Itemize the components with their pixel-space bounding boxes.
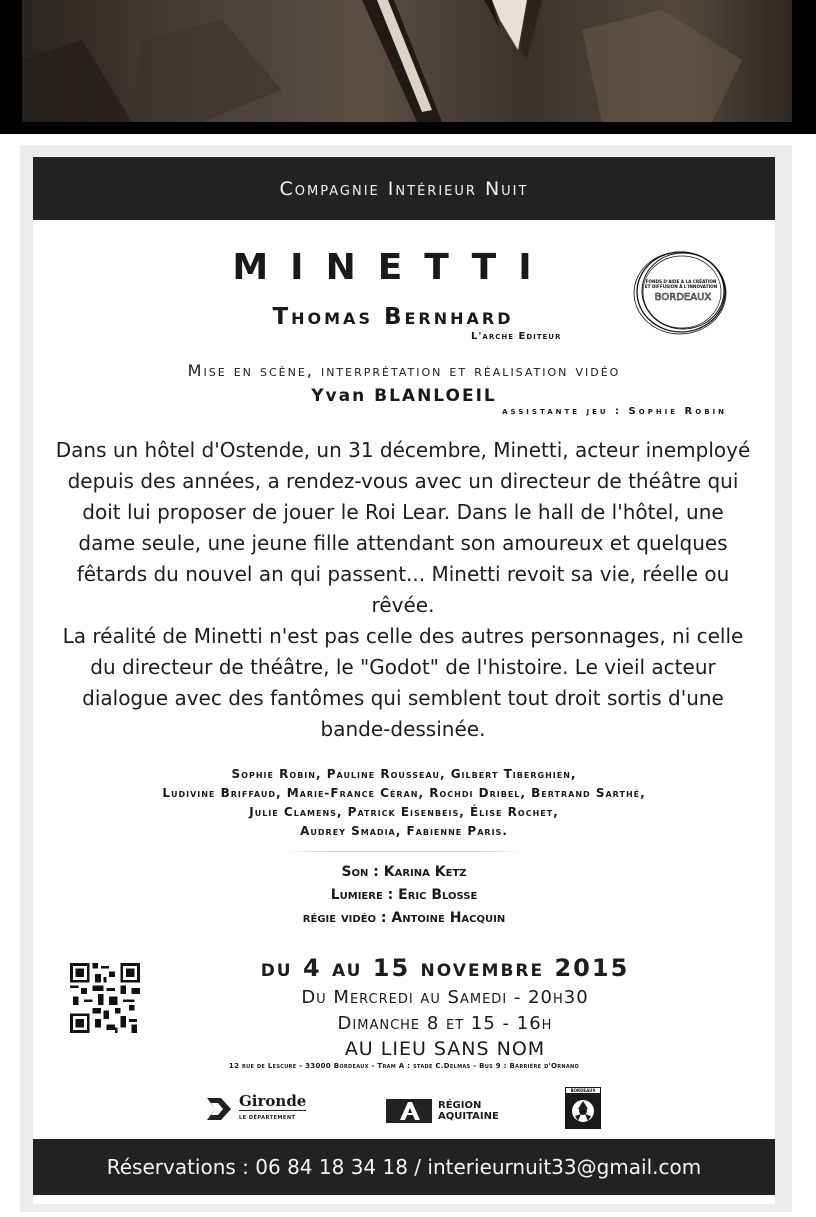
bordeaux-crest-icon [565,1087,601,1129]
aquitaine-logo [386,1097,499,1125]
seal-line-1: FONDS D'AIDE A LA CRÉATION [645,279,717,284]
light-credit: Lumiere : Eric Blosse [330,887,478,903]
mise-en-scene: Mise en scène, interprétation et réalisation vidéo [187,361,621,380]
seal-line-3: BORDEAUX [654,292,712,303]
flyer [33,157,775,1204]
run-dates: du 4 au 15 novembre 2015 [260,954,630,982]
gironde-logo [205,1090,306,1128]
divider [283,851,525,852]
aquitaine-line-2: AQUITAINE [438,1111,499,1122]
gironde-name: Gironde [239,1091,307,1110]
cast-line: Sophie Robin, Pauline Rousseau, Gilbert Tiberghien, [231,767,577,781]
publisher: L'arche Editeur [471,331,562,342]
assistant-credit: assistante jeu : Sophie Robin [502,406,727,417]
gironde-sub: LE DÉPARTEMENT [239,1110,306,1125]
seal-line-2: ET DIFFUSION À L'INNOVATION [644,284,718,289]
synopsis-paragraph-2: La réalité de Minetti n'est pas celle des autres personnages, ni celle du directeur de théâtre, le "Godot" de l'histoire. Le vieil acteur dialogue avec des fantômes qui semblent tout droit sortis d'une bande-dessinée. [62,624,744,741]
bordeaux-logo [565,1087,601,1129]
play-author: Thomas Bernhard [272,304,514,330]
company-banner: Compagnie Intérieur Nuit [33,157,775,220]
play-title: MINETTI [232,247,554,288]
gironde-mark-icon [205,1094,233,1124]
aquitaine-line-1: RÉGION [438,1100,482,1111]
synopsis-paragraph-1: Dans un hôtel d'Ostende, un 31 décembre, Minetti, acteur inemployé depuis des années, a rendez-vous avec un directeur de théâtre qui doit lui proposer de jouer le Roi Lear. Dans le hall de l'hôtel, une dame seule, une jeune fille attendant son amoureux et quelques fêtards du nouvel an qui passent... Minetti revoit sa vie, réelle ou rêvée. [55,438,751,617]
sound-credit: Son : Karina Ketz [341,864,467,880]
aquitaine-mark-icon [386,1099,432,1123]
director-name: Yvan BLANLOEIL [311,386,497,406]
sunday-times: Dimanche 8 et 15 - 16h [337,1013,553,1034]
weekday-times: Du Mercredi au Samedi - 20h30 [301,987,589,1008]
tech-credits [33,861,775,930]
venue-name: AU LIEU SANS NOM [344,1038,546,1060]
synopsis [53,435,753,745]
photo-texture [22,0,792,122]
cast-line: Julie Clamens, Patrick Eisenbeis, Élise Rochet, [249,805,559,819]
reservations-banner[interactable]: Réservations : 06 84 18 34 18 / interieurnuit33@gmail.com [33,1139,775,1195]
venue-address: 12 rue de Lescure - 33000 Bordeaux - Tram A : stade C.Delmas - Bus 9 : Barrière d'Ornano [228,1062,580,1070]
cast-line: Ludivine Briffaud, Marie-France Céran, Rochdi Dribel, Bertrand Sarthé, [162,786,646,800]
poster-photo [22,0,792,122]
bordeaux-label: BORDEAUX [570,1088,596,1093]
cast-line: Audrey Smadia, Fabienne Paris. [300,824,508,838]
cast-list [33,765,775,841]
header-photo-band [0,0,816,134]
fonds-aide-creation-seal-icon [631,247,735,337]
qr-code-icon[interactable] [70,963,140,1033]
video-credit: régie vidéo : Antoine Hacquin [302,910,506,926]
